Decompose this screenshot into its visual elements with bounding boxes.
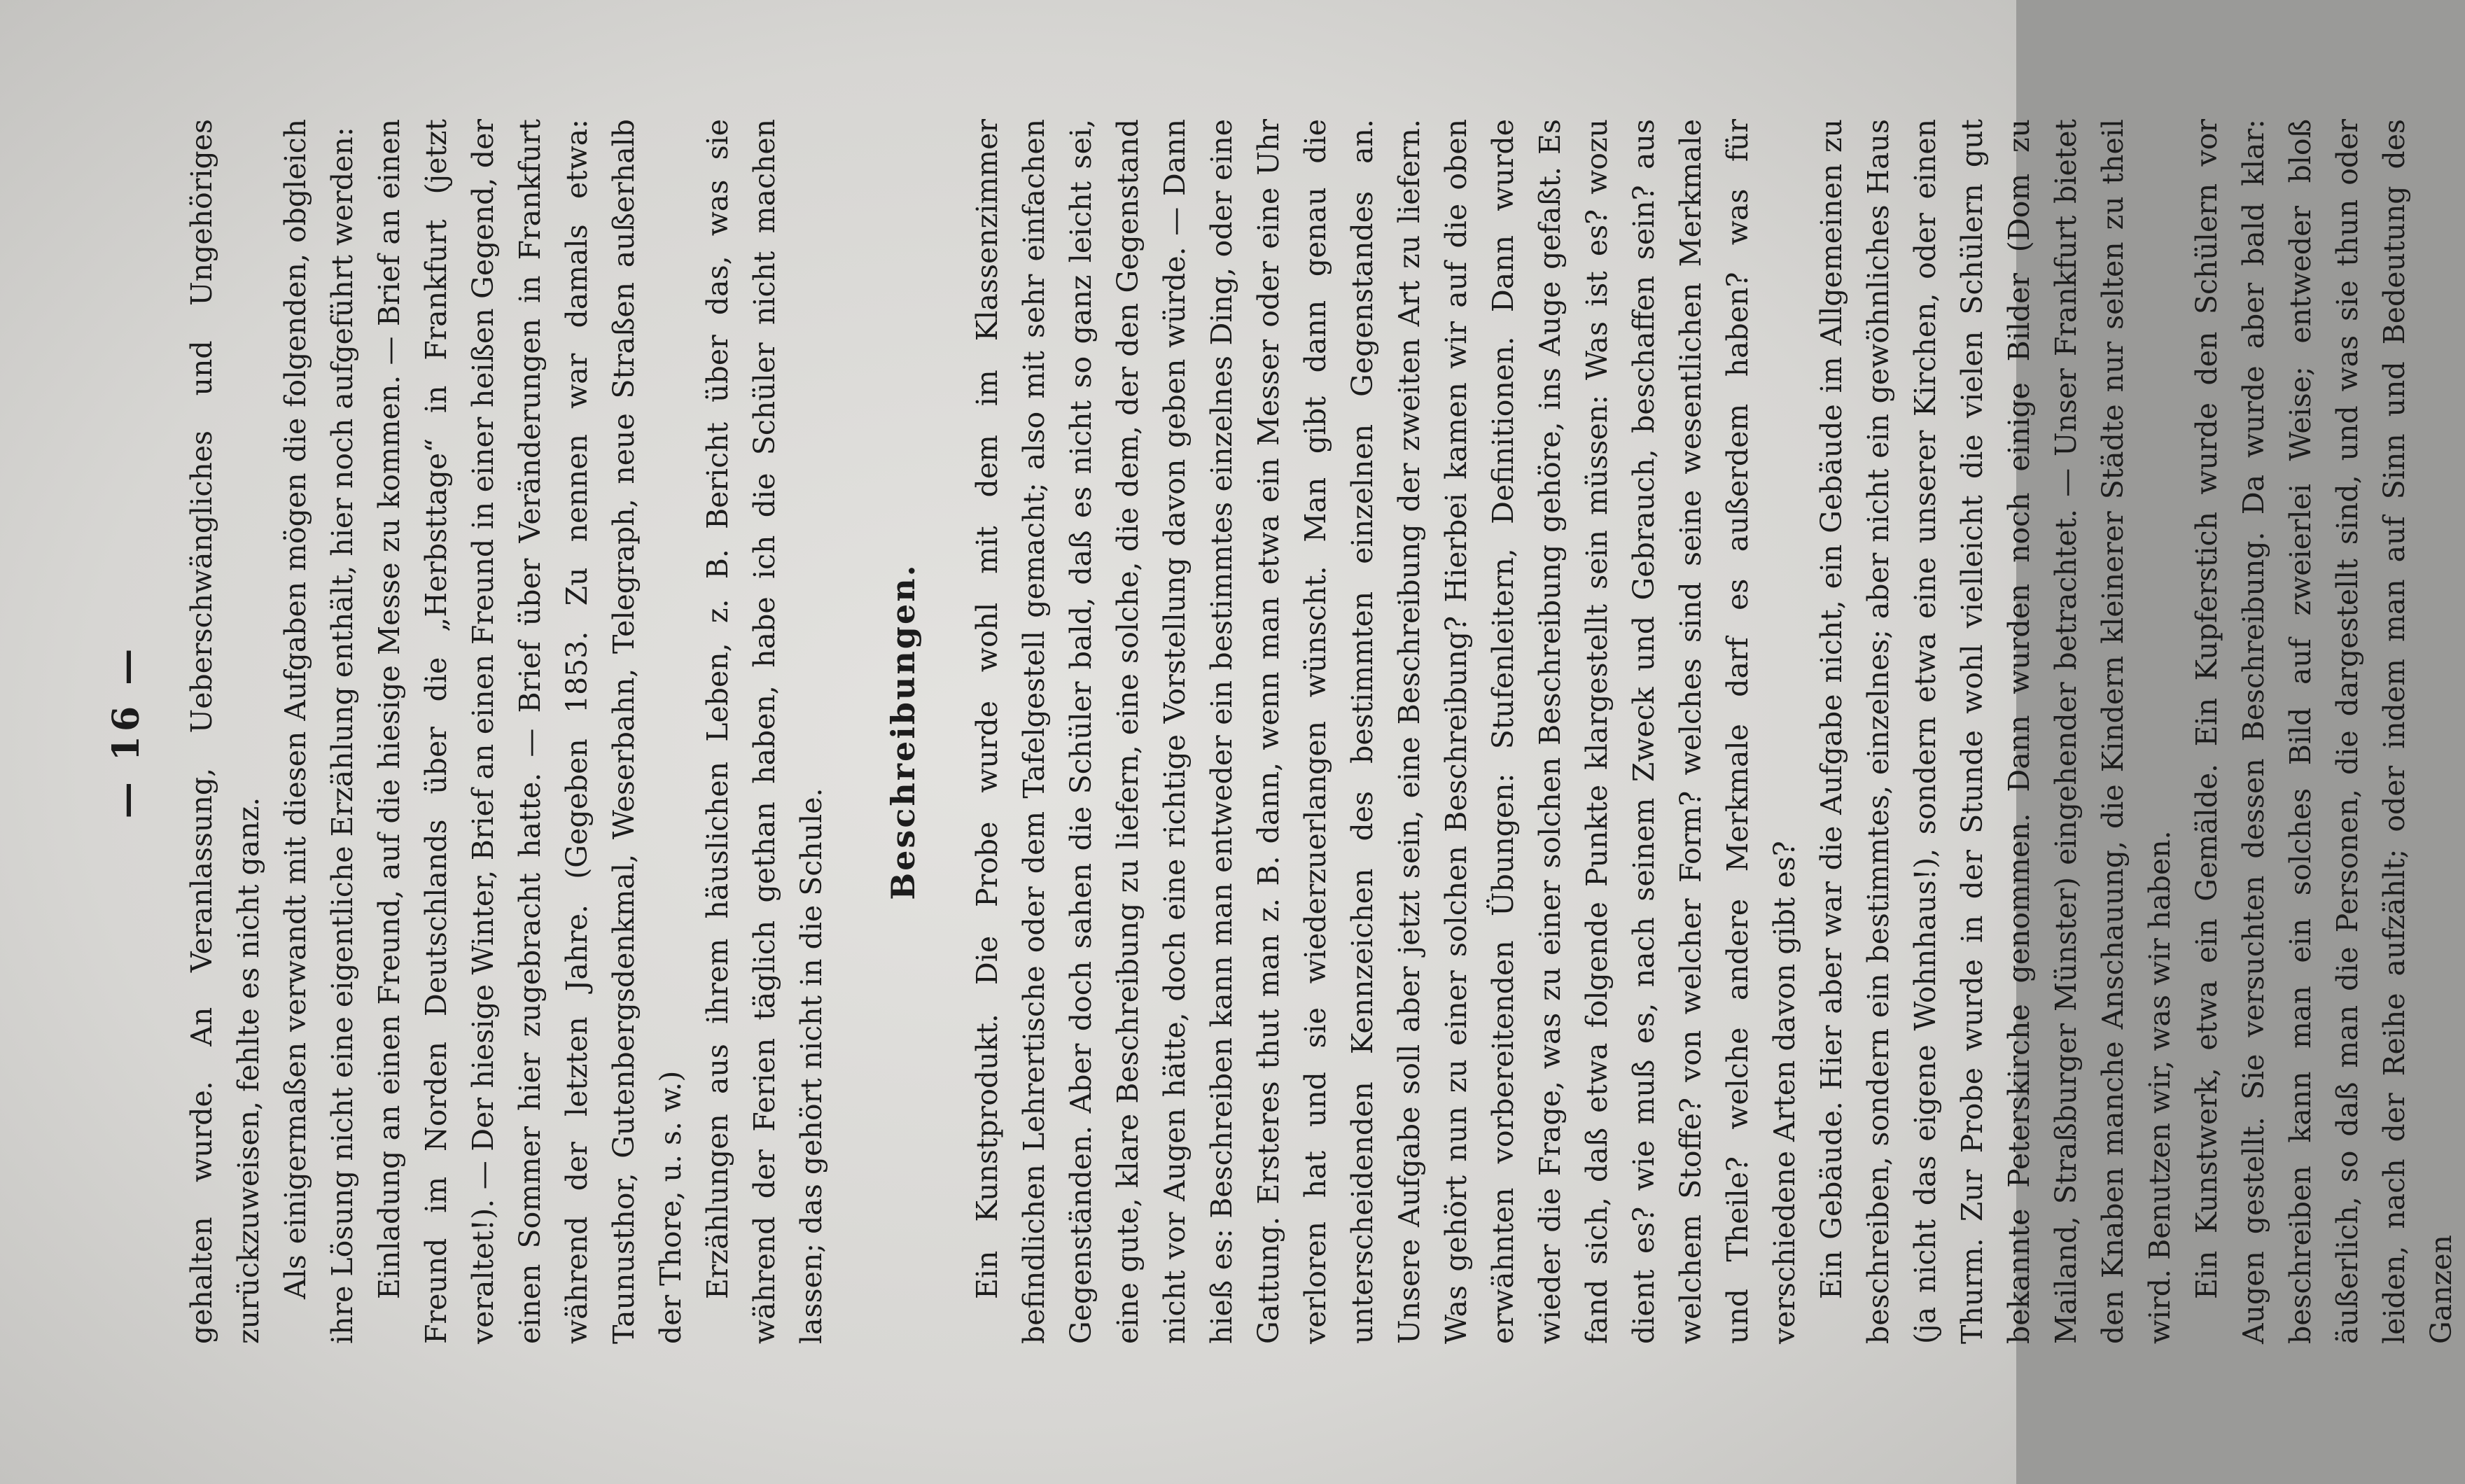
- paragraph: Einladung an einen Freund, auf die hiesige Messe zu kommen. — Brief an einen Freund im Norden Deutschlands über die „Herbsttage“ in Frankfurt (jetzt veraltet!). — Der hiesige Winter, Brief an einen Freund in einer heißen Gegend, der einen Sommer hier zugebracht hatte. — Brief über Veränderungen in Frankfurt während der letzten Jahre. (Gegeben 1853. Zu nennen war damals etwa: Taunusthor, Gutenbergsdenkmal, Weserbahn, Telegraph, neue Straßen außerhalb der Thore, u. s. w.): [372, 119, 687, 1344]
- page-number: — 16 —: [105, 644, 148, 819]
- paragraph: Ein Gebäude. Hier aber war die Aufgabe nicht, ein Gebäude im Allgemeinen zu beschreiben, sondern ein bestimmtes, einzelnes; aber nicht ein gewöhnliches Haus (ja nicht das eigene Wohnhaus!), sondern etwa eine unserer Kirchen, oder einen Thurm. Zur Probe wurde in der Stunde wohl vielleicht die vielen Schülern gut bekannte Peterskirche genommen. Dann wurden noch einige Bilder (Dom zu Mailand, Straßburger Münster) eingehender betrachtet. — Unser Frankfurt bietet den Knaben manche Anschauung, die Kindern kleinerer Städte nur selten zu theil wird. Benutzen wir, was wir haben.: [1815, 119, 2177, 1344]
- section-heading: Beschreibungen.: [884, 563, 922, 900]
- paragraph: Ein Kunstprodukt. Die Probe wurde wohl mit dem im Klassenzimmer befindlichen Lehrertische oder dem Tafelgestell gemacht; also mit sehr einfachen Gegenständen. Aber doch sahen die Schüler bald, daß es nicht so ganz leicht sei, eine gute, klare Beschreibung zu liefern, eine solche, die dem, der den Gegenstand nicht vor Augen hätte, doch eine richtige Vorstellung davon geben würde. — Dann hieß es: Beschreiben kann man entweder ein bestimmtes einzelnes Ding, oder eine Gattung. Ersteres thut man z. B. dann, wenn man etwa ein Messer oder eine Uhr verloren hat und sie wiederzuerlangen wünscht. Man gibt dann genau die unterscheidenden Kennzeichen des bestimmten einzelnen Gegenstandes an. Unsere Aufgabe soll aber jetzt sein, eine Beschreibung der zweiten Art zu liefern. Was gehört nun zu einer solchen Beschreibung? Hierbei kamen wir auf die oben erwähnten vorbereitenden Übungen: Stufenleitern, Definitionen. Dann wurde wieder die Frage, was zu einer solchen Beschreibung gehöre, ins Auge gefaßt. Es fand sich, daß etwa folgende Punkte klargestellt sein müssen: Was ist es? wozu dient es? wie muß es, nach seinem Zweck und Gebrauch, beschaffen sein? aus welchem Stoffe? von welcher Form? welches sind seine wesentlichen Merkmale und Theile? welche andere Merkmale darf es außerdem haben? was für verschiedene Arten davon gibt es?: [970, 119, 1801, 1344]
- paragraph: Als einigermaßen verwandt mit diesen Aufgaben mögen die folgenden, obgleich ihre Lösung nicht eine eigentliche Erzählung enthält, hier noch aufgeführt werden:: [279, 119, 359, 1344]
- paragraph: Erzählungen aus ihrem häuslichen Leben, z. B. Bericht über das, was sie während der Ferien täglich gethan haben, habe ich die Schüler nicht machen lassen; das gehört nicht in die Schule.: [701, 119, 828, 1344]
- paragraph: gehalten wurde. An Veranlassung, Ueberschwängliches und Ungehöriges zurückzuweisen, fehlte es nicht ganz.: [185, 119, 265, 1344]
- paragraph: Ein Kunstwerk, etwa ein Gemälde. Ein Kupferstich wurde den Schülern vor Augen gestellt. Sie versuchten dessen Beschreibung. Da wurde aber bald klar: beschreiben kann man ein solches Bild auf zweierlei Weise; entweder bloß äußerlich, so daß man die Personen, die dargestellt sind, und was sie thun oder leiden, nach der Reihe aufzählt; oder indem man auf Sinn und Bedeutung des Ganzen: [2190, 119, 2458, 1344]
